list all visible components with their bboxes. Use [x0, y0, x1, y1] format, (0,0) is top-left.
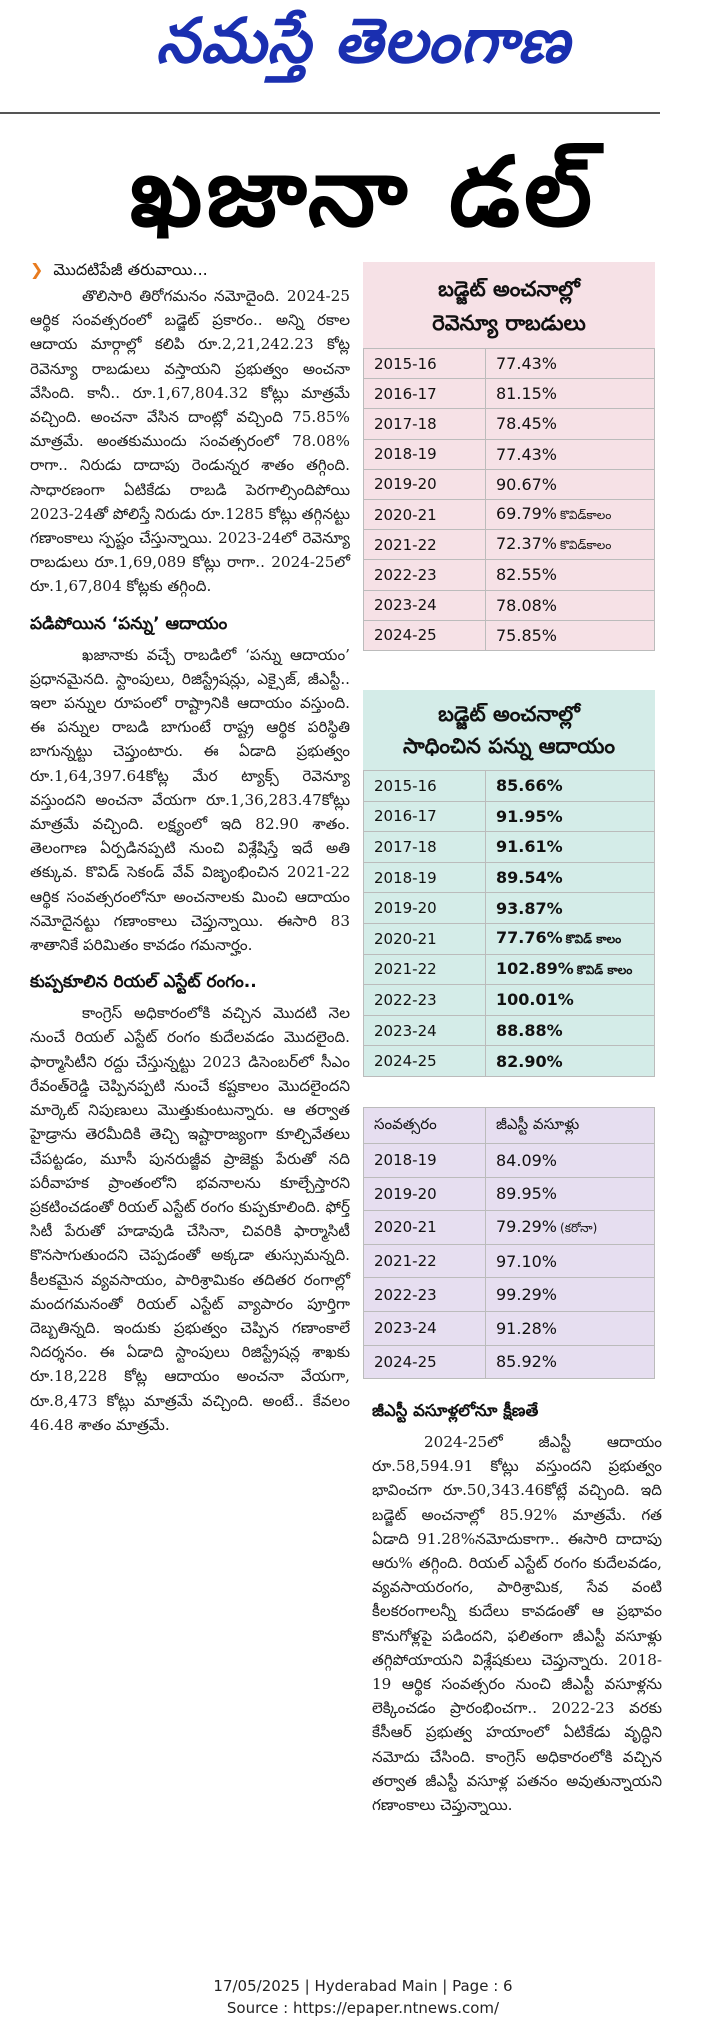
value-note: కొవిడ్‌కాలం: [560, 538, 612, 553]
value-cell: [486, 620, 655, 650]
year-cell: 2021-22: [364, 954, 486, 985]
table-row: [364, 620, 655, 650]
value-cell: [486, 1015, 655, 1046]
percent-value: 69.79%: [496, 504, 558, 524]
value-cell: [486, 801, 655, 832]
article-paragraph: 2024-25లో జీఎస్టీ ఆదాయం రూ.58,594.91 కోట్లు వస్తుందని ప్రభుత్వం భావించగా రూ.50,343.46కోట్లే వచ్చింది. ఇది బడ్జెట్ అంచనాల్లో 85.92% మాత్రమే. గత ఏడాది 91.28%నమోదుకాగా.. ఈసారి దాదాపు ఆరు% తగ్గింది. రియల్ ఎస్టేట్ రంగం కుదేలవడం, వ్యవసాయరంగం, పారిశ్రామిక, సేవ వంటి కీలకరంగాలన్నీ కుదేలు కావడంతో ఆ ప్రభావం కొనుగోళ్లపై పడిందని, ఫలితంగా జీఎస్టీ వసూళ్లు తగ్గిపోయాయని విశ్లేషకులు చెప్తున్నారు. 2018-19 ఆర్థిక సంవత్సరం నుంచి జీఎస్టీ వసూళ్లను లెక్కించడం ప్రారంభించగా.. 2022-23 వరకు కేసీఆర్ ప్రభుత్వ హయాంలో ఏటికేడు వృద్ధిని నమోదు చేసింది. కాంగ్రెస్ అధికారంలోకి వచ్చిన తర్వాత జీఎస్టీ వసూళ్ల పతనం అవుతున్నాయని గణాంకాలు చెప్తున్నాయి.: [372, 1433, 662, 1815]
table-row: [364, 1177, 655, 1211]
percent-value: 89.95%: [496, 1184, 558, 1204]
table-row: [364, 1015, 655, 1046]
value-cell: [486, 985, 655, 1016]
percent-value: 88.88%: [496, 1021, 563, 1041]
table-row: [364, 771, 655, 802]
gst-article: [372, 1398, 662, 1817]
year-cell: 2016-17: [364, 801, 486, 832]
year-cell: 2015-16: [364, 349, 486, 379]
masthead-logo: నమస్తే తెలంగాణ: [155, 4, 571, 77]
value-cell: జీఎస్టీ వసూళ్లు: [486, 1108, 655, 1144]
percent-value: 99.29%: [496, 1285, 558, 1305]
value-cell: [486, 1144, 655, 1178]
value-cell: [486, 1244, 655, 1278]
table-row: [364, 439, 655, 469]
percent-value: 78.08%: [496, 595, 558, 615]
masthead-divider: [0, 112, 660, 114]
value-cell: [486, 409, 655, 439]
headline: ఖజానా డల్: [129, 136, 597, 248]
value-cell: [486, 1046, 655, 1077]
table-row: [364, 1244, 655, 1278]
gst-collection-table: [363, 1107, 655, 1379]
table-row: [364, 560, 655, 590]
percent-value: 81.15%: [496, 384, 558, 404]
value-cell: [486, 1311, 655, 1345]
edition-info: 17/05/2025 | Hyderabad Main | Page : 6: [213, 1977, 513, 1995]
year-cell: 2020-21: [364, 1211, 486, 1245]
year-cell: 2021-22: [364, 1244, 486, 1278]
year-cell: 2023-24: [364, 590, 486, 620]
percent-value: 100.01%: [496, 990, 574, 1010]
masthead: [0, 0, 726, 118]
percent-value: 85.66%: [496, 776, 563, 796]
article-paragraph: కాంగ్రెస్ అధికారంలోకి వచ్చిన మొదటి నెల నుంచే రియల్ ఎస్టేట్ రంగం కుదేలవడం మొదలైంది. ఫార్మాసిటీని రద్దు చేస్తున్నట్టు 2023 డిసెంబర్‌లో సీఎం రేవంత్‌రెడ్డి చెప్పినప్పటి నుంచే కష్టకాలం మొదలైందని మార్కెట్ నిపుణులు మొత్తుకుంటున్నారు. ఆ తర్వాత హైడ్రాను తెరమీదికి తెచ్చి ఇష్టారాజ్యంగా కూల్చివేతలు చేపట్టడం, మూసీ పునరుజ్జీవ ప్రాజెక్టు పేరుతో నది పరీవాహక ప్రాంతంలోని భవనాలను కూల్చేస్తారని ప్రకటించడంతో రియల్ ఎస్టేట్ రంగం కుప్పకూలింది. ఫోర్త్ సిటీ పేరుతో హడావుడి చేసినా, చివరికి ఫార్మాసిటీ కొనసాగుతుందని చెప్పడంతో అక్కడా తుస్సుమన్నది. కీలకమైన వ్యవసాయం, పారిశ్రామికం తదితర రంగాల్లో మందగమనంతో రియల్ ఎస్టేట్ వ్యాపారం పూర్తిగా దెబ్బతిన్నది. ఇందుకు ప్రభుత్వం చెప్పిన గణాంకాలే నిదర్శనం. ఈ ఏడాది స్టాంపులు రిజిస్ట్రేషన్ల శాఖకు రూ.18,228 కోట్ల ఆదాయం అంచనా వేయగా, రూ.8,473 కోట్లు మాత్రమే వచ్చింది. అంటే.. కేవలం 46.48 శాతం మాత్రమే.: [30, 1004, 350, 1434]
year-cell: 2024-25: [364, 1046, 486, 1077]
table-row: [364, 349, 655, 379]
percent-value: 82.55%: [496, 565, 558, 585]
value-cell: [486, 590, 655, 620]
table-row: [364, 923, 655, 954]
percent-value: 89.54%: [496, 868, 563, 888]
percent-value: 91.28%: [496, 1318, 558, 1338]
value-cell: [486, 469, 655, 499]
value-cell: [486, 923, 655, 954]
value-cell: [486, 954, 655, 985]
year-cell: 2019-20: [364, 893, 486, 924]
percent-value: 90.67%: [496, 474, 558, 494]
table-row: [364, 1278, 655, 1312]
percent-value: 79.29%: [496, 1216, 558, 1236]
year-cell: 2017-18: [364, 409, 486, 439]
value-note: కొవిడ్ కాలం: [576, 962, 633, 977]
value-cell: [486, 349, 655, 379]
year-cell: 2022-23: [364, 560, 486, 590]
main-article: [30, 258, 350, 1437]
year-cell: 2020-21: [364, 923, 486, 954]
year-cell: 2015-16: [364, 771, 486, 802]
value-cell: [486, 530, 655, 560]
year-cell: 2016-17: [364, 379, 486, 409]
table-row: [364, 1311, 655, 1345]
section-subhead: పడిపోయిన ‘పన్ను’ ఆదాయం: [30, 613, 228, 634]
percent-value: 77.76%: [496, 928, 563, 948]
year-cell: 2023-24: [364, 1311, 486, 1345]
year-cell: 2018-19: [364, 862, 486, 893]
percent-value: 82.90%: [496, 1051, 563, 1071]
table-row: [364, 499, 655, 529]
value-cell: [486, 560, 655, 590]
percent-value: 93.87%: [496, 898, 563, 918]
table-row: [364, 1211, 655, 1245]
percent-value: 97.10%: [496, 1251, 558, 1271]
percent-value: 77.43%: [496, 354, 558, 374]
table-row: [364, 985, 655, 1016]
percent-value: 102.89%: [496, 958, 574, 978]
revenue-table: [363, 262, 655, 651]
value-cell: [486, 1177, 655, 1211]
year-cell: 2019-20: [364, 469, 486, 499]
table-row: [364, 1144, 655, 1178]
section-subhead: కుప్పకూలిన రియల్ ఎస్టేట్ రంగం..: [30, 972, 257, 993]
value-cell: [486, 1278, 655, 1312]
percent-value: 75.85%: [496, 625, 558, 645]
value-cell: [486, 832, 655, 863]
percent-value: 78.45%: [496, 414, 558, 434]
tax-revenue-table: [363, 690, 655, 1077]
percent-value: 91.61%: [496, 837, 563, 857]
percent-value: 72.37%: [496, 534, 558, 554]
value-cell: [486, 862, 655, 893]
value-cell: [486, 1345, 655, 1379]
value-note: (కరోనా): [560, 1220, 598, 1235]
table-row: [364, 409, 655, 439]
year-cell: 2019-20: [364, 1177, 486, 1211]
year-cell: సంవత్సరం: [364, 1108, 486, 1144]
percent-value: 84.09%: [496, 1150, 558, 1170]
year-cell: 2022-23: [364, 1278, 486, 1312]
table-row: [364, 469, 655, 499]
value-cell: [486, 439, 655, 469]
table-row: [364, 893, 655, 924]
table-title: బడ్జెట్ అంచనాల్లో సాధించిన పన్ను ఆదాయం: [402, 702, 616, 758]
value-cell: [486, 1211, 655, 1245]
table-row: [364, 590, 655, 620]
value-cell: [486, 771, 655, 802]
percent-value: 91.95%: [496, 806, 563, 826]
year-cell: 2021-22: [364, 530, 486, 560]
table-row: [364, 801, 655, 832]
table-row: [364, 530, 655, 560]
table-title: బడ్జెట్ అంచనాల్లో రెవెన్యూ రాబడులు: [432, 277, 586, 335]
kicker-text: మొదటిపేజీ తరువాయి...: [53, 260, 208, 279]
table-row: [364, 1345, 655, 1379]
year-cell: 2024-25: [364, 620, 486, 650]
table-header-row: [364, 1108, 655, 1144]
year-cell: 2023-24: [364, 1015, 486, 1046]
table-row: [364, 832, 655, 863]
table-row: [364, 954, 655, 985]
value-note: కొవిడ్‌కాలం: [560, 508, 612, 523]
chevron-right-icon: ❯: [30, 260, 44, 279]
table-row: [364, 379, 655, 409]
value-note: కొవిడ్ కాలం: [565, 932, 622, 947]
year-cell: 2022-23: [364, 985, 486, 1016]
table-row: [364, 862, 655, 893]
article-paragraph: తొలిసారి తిరోగమనం నమోదైంది. 2024-25 ఆర్థిక సంవత్సరంలో బడ్జెట్ ప్రకారం.. అన్ని రకాల ఆదాయ మార్గాల్లో కలిపి రూ.2,21,242.23 కోట్ల రెవెన్యూ రాబడులు వస్తాయని ప్రభుత్వం అంచనా వేసింది. కానీ.. రూ.1,67,804.32 కోట్లు మాత్రమే వచ్చింది. అంచనా వేసిన దాంట్లో వచ్చింది 75.85% మాత్రమే. అంతకుముందు సంవత్సరంలో 78.08% రాగా.. నిరుడు దాదాపు రెండున్నర శాతం తగ్గింది. సాధారణంగా ఏటికేడు రాబడి పెరగాల్సిందిపోయి 2023-24తో పోలిస్తే నిరుడు రూ.1285 కోట్లు తగ్గినట్టు గణాంకాలు స్పష్టం చేస్తున్నాయి. 2023-24లో రెవెన్యూ రాబడులు రూ.1,69,089 కోట్లు రాగా.. 2024-25లో రూ.1,67,804 కోట్లకు తగ్గింది.: [30, 287, 350, 596]
table-row: [364, 1046, 655, 1077]
value-cell: [486, 379, 655, 409]
continuation-kicker: [30, 258, 350, 282]
section-subhead: జీఎస్టీ వసూళ్లలోనూ క్షీణతే: [372, 1401, 539, 1420]
year-cell: 2020-21: [364, 499, 486, 529]
value-cell: [486, 499, 655, 529]
year-cell: 2018-19: [364, 1144, 486, 1178]
source-link[interactable]: Source : https://epaper.ntnews.com/: [226, 1999, 500, 2017]
page-footer: [0, 1975, 726, 2019]
percent-value: 85.92%: [496, 1352, 558, 1372]
year-cell: 2024-25: [364, 1345, 486, 1379]
value-cell: [486, 893, 655, 924]
year-cell: 2017-18: [364, 832, 486, 863]
percent-value: 77.43%: [496, 444, 558, 464]
year-cell: 2018-19: [364, 439, 486, 469]
article-paragraph: ఖజానాకు వచ్చే రాబడిలో ‘పన్ను ఆదాయం’ ప్రధానమైనది. స్టాంపులు, రిజిస్ట్రేషన్లు, ఎక్సైజ్, జీఎస్టీ.. ఇలా పన్నుల రూపంలో రాష్ట్రానికి ఆదాయం వస్తుంది. ఈ పన్నుల రాబడి బాగుంటే రాష్ట్ర ఆర్థిక పరిస్థితి బాగున్నట్టు చెప్తుంటారు. ఈ ఏడాది ప్రభుత్వం రూ.1,64,397.64కోట్ల మేర ట్యాక్స్ రెవెన్యూ వస్తుందని అంచనా వేయగా రూ.1,36,283.47కోట్లు మాత్రమే వచ్చింది. లక్ష్యంలో ఇది 82.90 శాతం. తెలంగాణ ఏర్పడినప్పటి నుంచి విశ్లేషిస్తే ఇదే అతి తక్కువ. కొవిడ్ సెకండ్ వేవ్ విజృంభించిన 2021-22 ఆర్థిక సంవత్సరంలోనూ అంచనాలకు మించి ఆదాయం నమోదైనట్టు గణాంకాలు చెప్తున్నాయి. ఈసారి 83 శాతానికే పరిమితం కావడం గమనార్హం.: [30, 645, 350, 955]
